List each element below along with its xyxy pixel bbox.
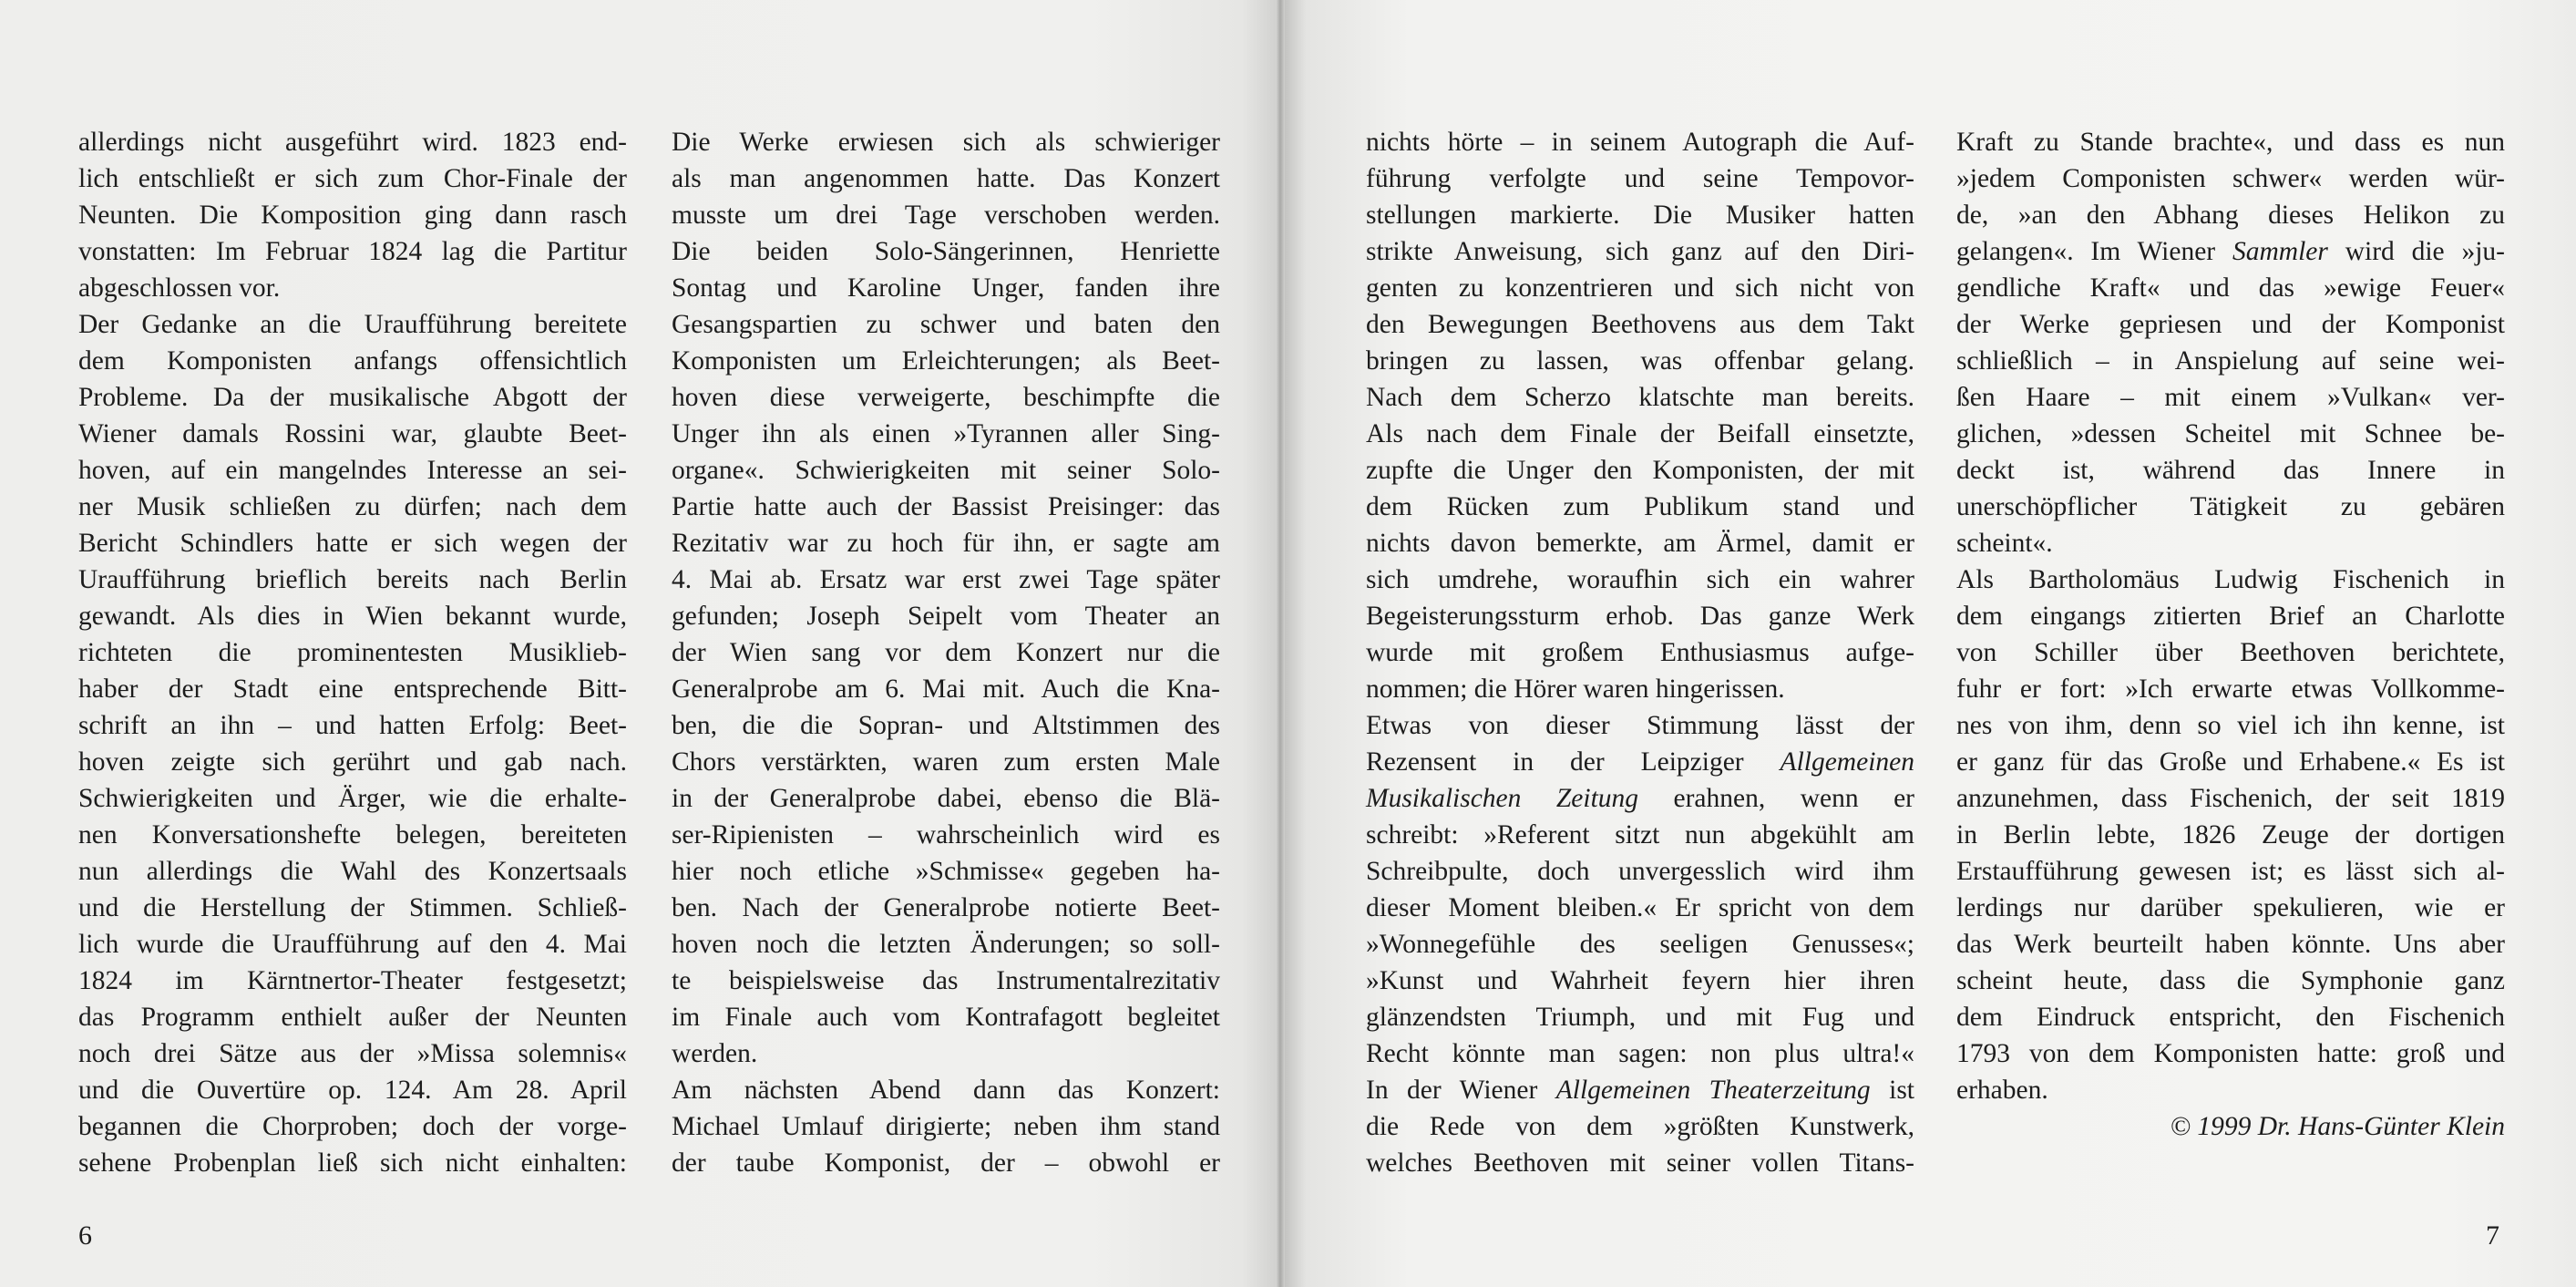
text-line: Komponisten um Erleichterungen; als Beet-: [672, 346, 1220, 376]
text-line: de, »an den Abhang dieses Helikon zu: [1956, 201, 2505, 230]
text-segment: erahnen, wenn er: [1638, 784, 1915, 813]
text-line: dem Eindruck entspricht, den Fischenich: [1956, 1003, 2505, 1032]
text-line: 1793 von dem Komponisten hatte: groß und: [1956, 1039, 2505, 1068]
text-line: Chors verstärkten, waren zum ersten Male: [672, 747, 1220, 777]
text-line: hoven noch die letzten Änderungen; so soll-: [672, 930, 1220, 959]
text-line: hoven diese verweigerte, beschimpfte die: [672, 383, 1220, 412]
text-line: schließlich – in Anspielung auf seine wei-: [1956, 346, 2505, 376]
text-column-3: [1366, 124, 1914, 1181]
italic-title: Allgemeinen: [1780, 747, 1914, 777]
text-line: lerdings nur darüber spekulieren, wie er: [1956, 893, 2505, 922]
text-line: schreibt: »Referent sitzt nun abgekühlt am: [1366, 820, 1914, 849]
text-line: sehene Probenplan ließ sich nicht einhalten:: [78, 1148, 627, 1178]
text-line: anzunehmen, dass Fischenich, der seit 1819: [1956, 784, 2505, 813]
text-line: Bericht Schindlers hatte er sich wegen der: [78, 529, 627, 558]
text-column-2: [672, 124, 1220, 1181]
text-line: dem Rücken zum Publikum stand und: [1366, 492, 1914, 521]
text-line: deckt ist, während das Innere in: [1956, 456, 2505, 485]
text-line: Michael Umlauf dirigierte; neben ihm stand: [672, 1112, 1220, 1141]
text-line: ser-Ripienisten – wahrscheinlich wird es: [672, 820, 1220, 849]
text-line: Schreibpulte, doch unvergesslich wird ihm: [1366, 857, 1914, 886]
text-line: nichts davon bemerkte, am Ärmel, damit er: [1366, 529, 1914, 558]
text-line: ben, die die Sopran- und Altstimmen des: [672, 711, 1220, 740]
text-segment: ist: [1870, 1076, 1915, 1105]
page-number-left: 6: [78, 1220, 92, 1251]
text-line: in der Generalprobe dabei, ebenso die Blä-: [672, 784, 1220, 813]
author-signature: © 1999 Dr. Hans-Günter Klein: [2170, 1112, 2505, 1141]
text-line: gendliche Kraft« und das »ewige Feuer«: [1956, 273, 2505, 303]
text-line: ben. Nach der Generalprobe notierte Beet-: [672, 893, 1220, 922]
text-line: unerschöpflicher Tätigkeit zu gebären: [1956, 492, 2505, 521]
text-line: haber der Stadt eine entsprechende Bitt-: [78, 674, 627, 704]
text-line: noch drei Sätze aus der »Missa solemnis«: [78, 1039, 627, 1068]
italic-title: Sammler: [2232, 237, 2328, 266]
text-line: Schwierigkeiten und Ärger, wie die erhalte-: [78, 784, 627, 813]
text-line: werden.: [672, 1039, 758, 1068]
text-line: Probleme. Da der musikalische Abgott der: [78, 383, 627, 412]
text-line: als man angenommen hatte. Das Konzert: [672, 164, 1220, 193]
text-line: stellungen markierte. Die Musiker hatten: [1366, 201, 1914, 230]
text-line: dieser Moment bleiben.« Er spricht von dem: [1366, 893, 1914, 922]
text-line: 4. Mai ab. Ersatz war erst zwei Tage später: [672, 565, 1220, 594]
text-line: Als Bartholomäus Ludwig Fischenich in: [1956, 565, 2505, 594]
text-line: lich entschließt er sich zum Chor-Finale der: [78, 164, 627, 193]
text-line: Neunten. Die Komposition ging dann rasch: [78, 201, 627, 230]
text-line: das Programm enthielt außer der Neunten: [78, 1003, 627, 1032]
text-segment: Rezensent in der Leipziger: [1366, 747, 1781, 777]
text-line: [1366, 780, 1914, 817]
text-segment: In der Wiener: [1366, 1076, 1556, 1105]
text-column-4: [1956, 124, 2505, 1145]
text-line: die Rede von dem »größten Kunstwerk,: [1366, 1112, 1914, 1141]
text-line: nun allerdings die Wahl des Konzertsaals: [78, 857, 627, 886]
text-line: er ganz für das Große und Erhabene.« Es ist: [1956, 747, 2505, 777]
text-line: nen Konversationshefte belegen, bereiteten: [78, 820, 627, 849]
text-line: schrift an ihn – und hatten Erfolg: Beet-: [78, 711, 627, 740]
text-line: te beispielsweise das Instrumentalrezitativ: [672, 966, 1220, 995]
text-line: welches Beethoven mit seiner vollen Titans-: [1366, 1148, 1914, 1178]
text-line: [1956, 233, 2505, 270]
text-line: 1824 im Kärntnertor-Theater festgesetzt;: [78, 966, 627, 995]
text-line: Als nach dem Finale der Beifall einsetzte,: [1366, 419, 1914, 448]
text-line: Generalprobe am 6. Mai mit. Auch die Kna-: [672, 674, 1220, 704]
paragraph: [78, 306, 627, 1181]
text-line: Sontag und Karoline Unger, fanden ihre: [672, 273, 1220, 303]
text-line: hoven, auf ein mangelndes Interesse an sei-: [78, 456, 627, 485]
text-line: scheint«.: [1956, 529, 2053, 558]
text-line: Kraft zu Stande brachte«, und dass es nun: [1956, 128, 2505, 157]
text-line: Etwas von dieser Stimmung lässt der: [1366, 711, 1914, 740]
text-line: Begeisterungssturm erhob. Das ganze Werk: [1366, 602, 1914, 631]
text-line: das Werk beurteilt haben könnte. Uns aber: [1956, 930, 2505, 959]
text-line: »Wonnegefühle des seeligen Genusses«;: [1366, 930, 1914, 959]
paragraph: [78, 124, 627, 306]
text-line: hoven zeigte sich gerührt und gab nach.: [78, 747, 627, 777]
text-line: genten zu konzentrieren und sich nicht von: [1366, 273, 1914, 303]
text-segment: gelangen«. Im Wiener: [1956, 237, 2232, 266]
text-line: Der Gedanke an die Uraufführung bereitete: [78, 310, 627, 339]
text-line: Rezitativ war zu hoch für ihn, er sagte am: [672, 529, 1220, 558]
page-number-right: 7: [2486, 1220, 2499, 1251]
text-line: strikte Anweisung, sich ganz auf den Diri-: [1366, 237, 1914, 266]
text-line: Recht könnte man sagen: non plus ultra!«: [1366, 1039, 1914, 1068]
text-line: scheint heute, dass die Symphonie ganz: [1956, 966, 2505, 995]
text-line: organe«. Schwierigkeiten mit seiner Solo-: [672, 456, 1220, 485]
text-line: bringen zu lassen, was offenbar gelang.: [1366, 346, 1914, 376]
text-line: von Schiller über Beethoven berichtete,: [1956, 638, 2505, 667]
text-line: sich umdrehe, woraufhin sich ein wahrer: [1366, 565, 1914, 594]
text-line: führung verfolgte und seine Tempovor-: [1366, 164, 1914, 193]
text-line: Wiener damals Rossini war, glaubte Beet-: [78, 419, 627, 448]
text-line: Unger ihn als einen »Tyrannen aller Sing-: [672, 419, 1220, 448]
text-line: musste um drei Tage verschoben werden.: [672, 201, 1220, 230]
text-line: gefunden; Joseph Seipelt vom Theater an: [672, 602, 1220, 631]
text-line: glänzendsten Triumph, und mit Fug und: [1366, 1003, 1914, 1032]
text-line: der taube Komponist, der – obwohl er: [672, 1148, 1220, 1178]
text-segment: wird die »ju-: [2327, 237, 2505, 266]
text-line: dem eingangs zitierten Brief an Charlotte: [1956, 602, 2505, 631]
text-line: in Berlin lebte, 1826 Zeuge der dortigen: [1956, 820, 2505, 849]
paragraph: [1956, 561, 2505, 1108]
text-line: zupfte die Unger den Komponisten, der mit: [1366, 456, 1914, 485]
text-line: vonstatten: Im Februar 1824 lag die Partitur: [78, 237, 627, 266]
text-line: und die Herstellung der Stimmen. Schließ-: [78, 893, 627, 922]
text-line: im Finale auch vom Kontrafagott begleitet: [672, 1003, 1220, 1032]
text-line: Nach dem Scherzo klatschte man bereits.: [1366, 383, 1914, 412]
text-line: Die beiden Solo-Sängerinnen, Henriette: [672, 237, 1220, 266]
text-line: und die Ouvertüre op. 124. Am 28. April: [78, 1076, 627, 1105]
text-line: Erstaufführung gewesen ist; es lässt sich al-: [1956, 857, 2505, 886]
text-line: lich wurde die Uraufführung auf den 4. Mai: [78, 930, 627, 959]
text-line: »Kunst und Wahrheit feyern hier ihren: [1366, 966, 1914, 995]
text-line: abgeschlossen vor.: [78, 273, 281, 303]
paragraph: [1366, 707, 1914, 1181]
paragraph: [672, 1072, 1220, 1181]
text-line: ner Musik schließen zu dürfen; nach dem: [78, 492, 627, 521]
paragraph: [1956, 124, 2505, 561]
text-line: Die Werke erwiesen sich als schwieriger: [672, 128, 1220, 157]
text-line: Uraufführung brieflich bereits nach Berlin: [78, 565, 627, 594]
booklet-gutter: [1276, 0, 1285, 1287]
text-line: glichen, »dessen Scheitel mit Schnee be-: [1956, 419, 2505, 448]
italic-title: Musikalischen Zeitung: [1366, 784, 1639, 813]
text-line: Gesangspartien zu schwer und baten den: [672, 310, 1220, 339]
text-line: Partie hatte auch der Bassist Preisinger: das: [672, 492, 1220, 521]
paragraph: [1366, 124, 1914, 707]
text-column-1: [78, 124, 627, 1181]
text-line: den Bewegungen Beethovens aus dem Takt: [1366, 310, 1914, 339]
text-line: [1366, 1072, 1914, 1108]
text-line: Am nächsten Abend dann das Konzert:: [672, 1076, 1220, 1105]
text-line: wurde mit großem Enthusiasmus aufge-: [1366, 638, 1914, 667]
text-line: nichts hörte – in seinem Autograph die Auf-: [1366, 128, 1914, 157]
text-line: allerdings nicht ausgeführt wird. 1823 end-: [78, 128, 627, 157]
text-line: ßen Haare – mit einem »Vulkan« ver-: [1956, 383, 2505, 412]
text-line: hier noch etliche »Schmisse« gegeben ha-: [672, 857, 1220, 886]
text-line: begannen die Chorproben; doch der vorge-: [78, 1112, 627, 1141]
text-line: richteten die prominentesten Musiklieb-: [78, 638, 627, 667]
italic-title: Allgemeinen Theaterzeitung: [1555, 1076, 1871, 1105]
text-line: »jedem Componisten schwer« werden wür-: [1956, 164, 2505, 193]
paragraph: [672, 124, 1220, 1072]
text-line: erhaben.: [1956, 1076, 2048, 1105]
text-line: der Wien sang vor dem Konzert nur die: [672, 638, 1220, 667]
text-line: fuhr er fort: »Ich erwarte etwas Vollkomme-: [1956, 674, 2505, 704]
text-line: der Werke gepriesen und der Komponist: [1956, 310, 2505, 339]
text-line: nommen; die Hörer waren hingerissen.: [1366, 674, 1785, 704]
text-line: dem Komponisten anfangs offensichtlich: [78, 346, 627, 376]
text-line: nes von ihm, denn so viel ich ihn kenne, ist: [1956, 711, 2505, 740]
text-line: [1366, 744, 1914, 780]
text-line: gewandt. Als dies in Wien bekannt wurde,: [78, 602, 627, 631]
